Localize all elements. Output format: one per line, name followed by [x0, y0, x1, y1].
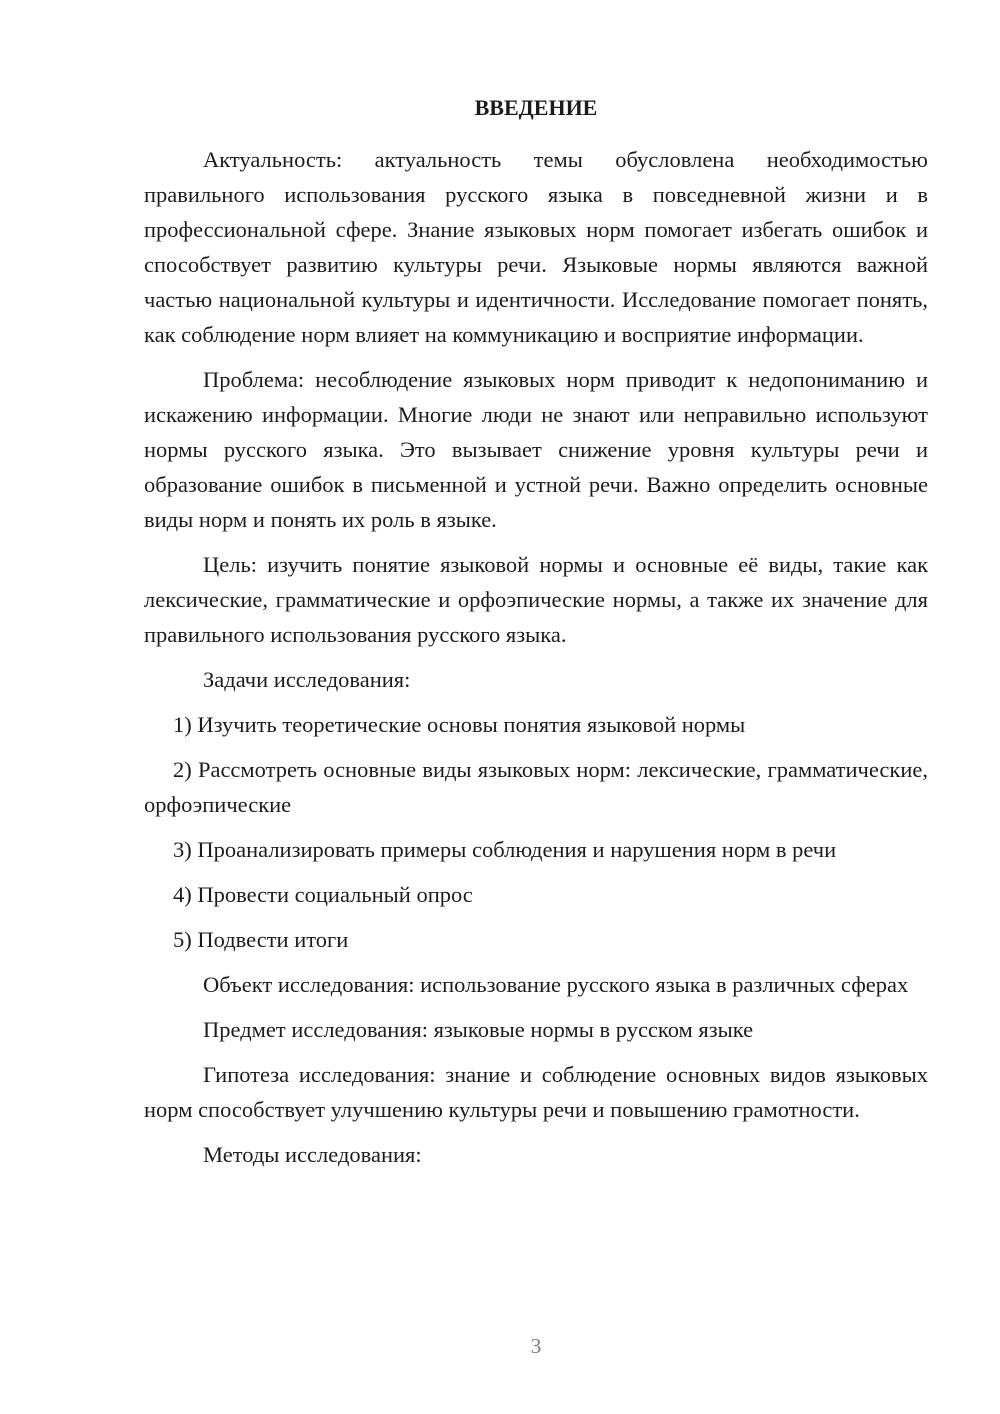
tasks-heading: Задачи исследования:	[203, 667, 411, 692]
methods-paragraph: Методы исследования:	[203, 1142, 422, 1167]
relevance-paragraph: Актуальность: актуальность темы обусловлена необходимостью правильного использования русского языка в повседневной жизни и в профессиональной сфере. Знание языковых норм помогает избегать ошибок и способствует развитию культуры речи. Языковые нормы являются важной частью национальной культуры и идентичности. Исследование помогает понять, как соблюдение норм влияет на коммуникацию и восприятие информации.	[144, 147, 928, 347]
task-item-2: 2) Рассмотреть основные виды языковых норм: лексические, грамматические, орфоэпические	[144, 757, 928, 817]
hypothesis-paragraph: Гипотеза исследования: знание и соблюдение основных видов языковых норм способствует улучшению культуры речи и повышению грамотности.	[144, 1062, 928, 1122]
page-number: 3	[530, 1334, 542, 1358]
task-item-4: 4) Провести социальный опрос	[173, 882, 473, 907]
page-title: ВВЕДЕНИЕ	[474, 95, 598, 120]
task-item-1: 1) Изучить теоретические основы понятия языковой нормы	[173, 712, 746, 737]
subject-paragraph: Предмет исследования: языковые нормы в русском языке	[203, 1017, 754, 1042]
goal-paragraph: Цель: изучить понятие языковой нормы и основные её виды, такие как лексические, грамматические и орфоэпические нормы, а также их значение для правильного использования русского языка.	[144, 552, 928, 647]
task-item-5: 5) Подвести итоги	[173, 927, 349, 952]
object-paragraph: Объект исследования: использование русского языка в различных сферах	[203, 972, 909, 997]
problem-paragraph: Проблема: несоблюдение языковых норм приводит к недопониманию и искажению информации. Многие люди не знают или неправильно используют нормы русского языка. Это вызывает снижение уровня культуры речи и образование ошибок в письменной и устной речи. Важно определить основные виды норм и понять их роль в языке.	[144, 367, 928, 532]
page-content	[144, 92, 928, 1182]
task-item-3: 3) Проанализировать примеры соблюдения и нарушения норм в речи	[173, 837, 837, 862]
